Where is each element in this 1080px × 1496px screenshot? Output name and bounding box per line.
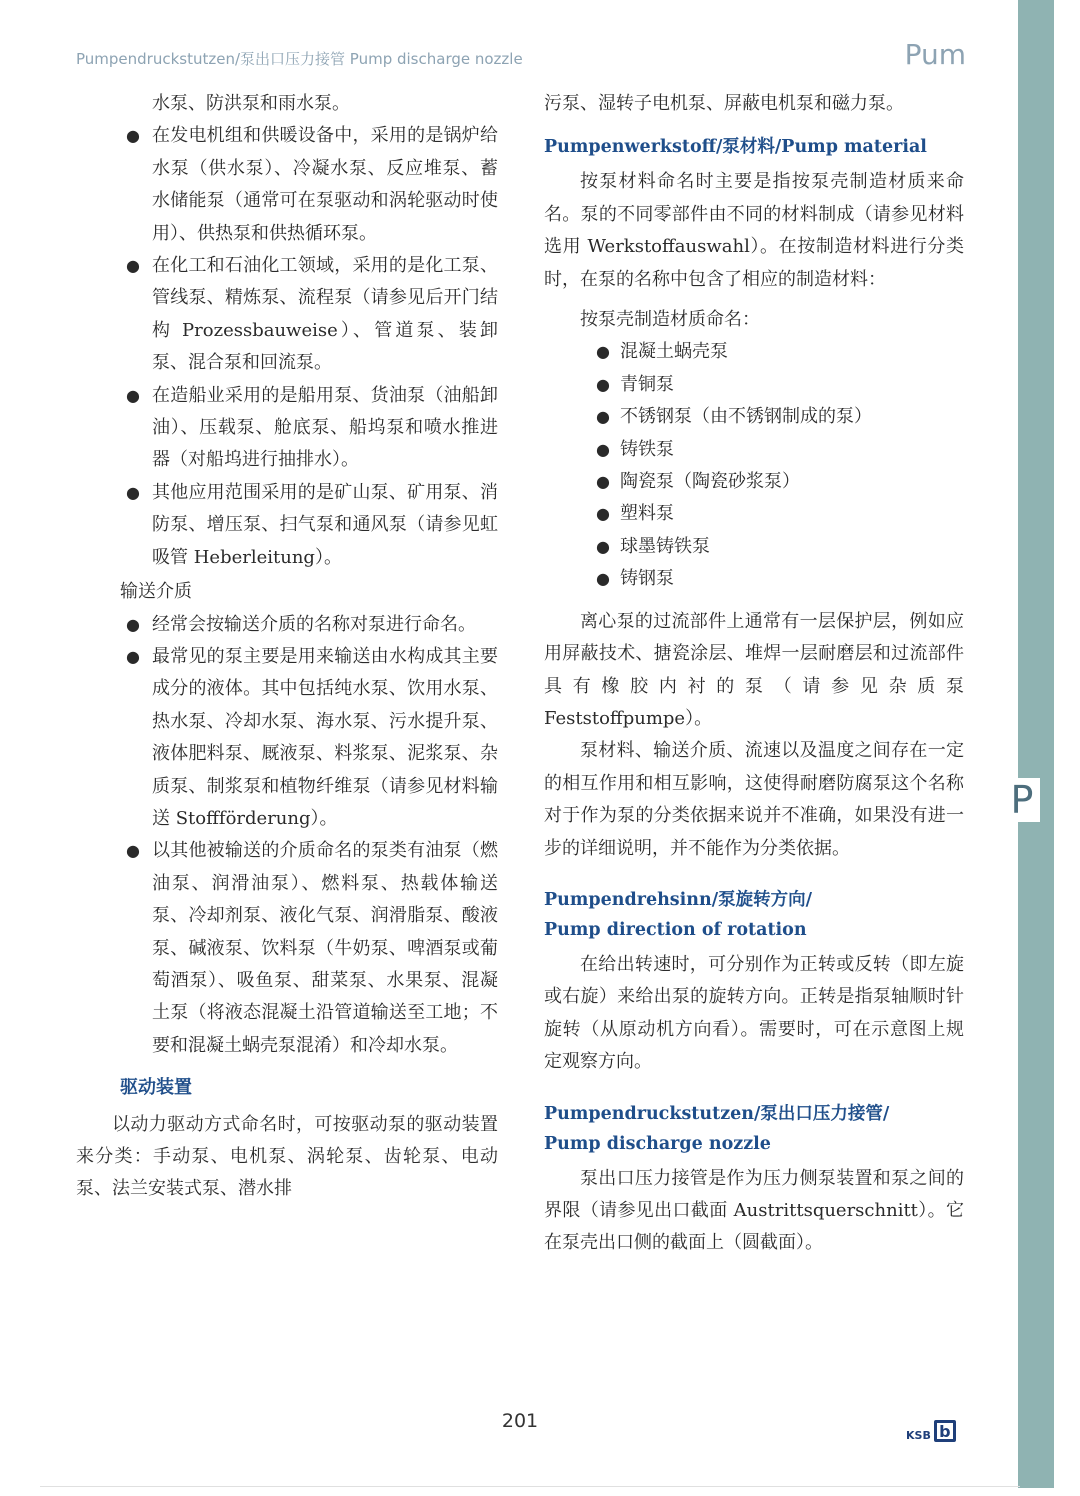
right-column <box>544 88 964 1260</box>
paragraph-rotation: 在给出转速时，可分别作为正转或反转（即左旋或右旋）来给出泵的旋转方向。正转是指泵轴顺时针旋转（从原动机方向看）。需要时，可在示意图上规定观察方向。 <box>544 953 964 1073</box>
list-item: ● 以其他被输送的介质命名的泵类有油泵（燃油泵、润滑油泵）、燃料泵、热载体输送泵、冷却剂泵、液化气泵、润滑脂泵、酸液泵、碱液泵、饮料泵（牛奶泵、啤酒泵或葡萄酒泵）、吸鱼泵、甜菜泵、水果泵、混凝土泵（将液态混凝土沿管道输送至工地；不要和混凝土蜗壳泵混淆）和冷却水泵。 <box>76 835 498 1062</box>
heading-nozzle-en: Pump discharge nozzle <box>544 1133 771 1154</box>
paragraph-continuation: 污泵、湿转子电机泵、屏蔽电机泵和磁力泵。 <box>544 93 904 114</box>
left-column <box>76 88 498 1206</box>
paragraph-material-4: 泵材料、输送介质、流速以及温度之间存在一定的相互作用和相互影响，这使得耐磨防腐泵这个名称对于作为泵的分类依据来说并不准确，如果没有进一步的详细说明，并不能作为分类依据。 <box>544 740 964 859</box>
heading-rotation-de-cn: Pumpendrehsinn/泵旋转方向/ <box>544 889 813 910</box>
list-item: ● 陶瓷泵（陶瓷砂浆泵） <box>544 466 964 498</box>
logo-mark-icon: b <box>934 1420 956 1442</box>
paragraph-material-3: 离心泵的过流部件上通常有一层保护层，例如应用屏蔽技术、搪瓷涂层、堆焊一层耐磨层和过流部件具有橡胶内衬的泵（请参见杂质泵 Feststoffpumpe）。 <box>544 610 964 729</box>
bottom-rule <box>40 1486 1020 1487</box>
paragraph-material-1: 按泵材料命名时主要是指按泵壳制造材质来命名。泵的不同零部件由不同的材料制成（请参见材料选用 Werkstoffauswahl）。在按制造材料进行分类时，在泵的名称中包含了相应的制造材料： <box>544 171 964 290</box>
paragraph-drive: 以动力驱动方式命名时，可按驱动泵的驱动装置来分类：手动泵、电机泵、涡轮泵、齿轮泵、电动泵、法兰安装式泵、潜水排 <box>76 1113 498 1200</box>
section-letter: P <box>1004 778 1040 822</box>
application-list <box>76 120 498 574</box>
bullet-icon: ● <box>596 374 610 394</box>
list-item: ● 铸铁泵 <box>544 434 964 466</box>
paragraph-continuation: 水泵、防洪泵和雨水泵。 <box>152 93 350 114</box>
list-item: ● 塑料泵 <box>544 498 964 530</box>
heading-rotation-en: Pump direction of rotation <box>544 919 807 940</box>
material-list <box>544 336 964 595</box>
list-item: ● 在发电机组和供暖设备中，采用的是锅炉给水泵（供水泵）、冷凝水泵、反应堆泵、蓄水储能泵（通常可在泵驱动和涡轮驱动时使用）、供热泵和供热循环泵。 <box>76 120 498 250</box>
heading-nozzle-de-cn: Pumpendruckstutzen/泵出口压力接管/ <box>544 1103 890 1124</box>
list-item: ● 在化工和石油化工领域，采用的是化工泵、管线泵、精炼泵、流程泵（请参见后开门结构 Prozessbauweise）、管道泵、装卸泵、混合泵和回流泵。 <box>76 250 498 380</box>
list-item: ● 在造船业采用的是船用泵、货油泵（油船卸油）、压载泵、舱底泵、船坞泵和喷水推进器（对船坞进行抽排水）。 <box>76 380 498 477</box>
list-item: ● 铸钢泵 <box>544 563 964 595</box>
bullet-icon: ● <box>596 569 610 589</box>
list-item: ● 混凝土蜗壳泵 <box>544 336 964 368</box>
list-item: ● 球墨铸铁泵 <box>544 531 964 563</box>
ksb-logo <box>906 1416 956 1442</box>
bullet-icon: ● <box>126 482 140 502</box>
running-head: Pumpendruckstutzen/泵出口压力接管 Pump discharge nozzle <box>76 50 523 68</box>
bullet-icon: ● <box>126 841 140 861</box>
bullet-icon: ● <box>126 646 140 666</box>
bullet-icon: ● <box>596 342 610 362</box>
running-title: Pum <box>904 38 966 71</box>
heading-media: 输送介质 <box>120 581 192 603</box>
media-list <box>76 609 498 1063</box>
bullet-icon: ● <box>596 472 610 492</box>
bullet-icon: ● <box>126 126 140 146</box>
list-item: ● 不锈钢泵（由不锈钢制成的泵） <box>544 401 964 433</box>
heading-drive: 驱动装置 <box>120 1077 192 1099</box>
bullet-icon: ● <box>126 385 140 405</box>
list-item: ● 最常见的泵主要是用来输送由水构成其主要成分的液体。其中包括纯水泵、饮用水泵、热水泵、冷却水泵、海水泵、污水提升泵、液体肥料泵、厩液泵、料浆泵、泥浆泵、杂质泵、制浆泵和植物纤维泵（请参见材料输送 Stoffförderung）。 <box>76 641 498 835</box>
paragraph-nozzle: 泵出口压力接管是作为压力侧泵装置和泵之间的界限（请参见出口截面 Austrittsquerschnitt）。它在泵壳出口侧的截面上（圆截面）。 <box>544 1167 964 1254</box>
paragraph-material-2: 按泵壳制造材质命名： <box>580 309 760 331</box>
bullet-icon: ● <box>596 407 610 427</box>
bullet-icon: ● <box>596 504 610 524</box>
list-item: ● 青铜泵 <box>544 369 964 401</box>
list-item: ● 经常会按输送介质的名称对泵进行命名。 <box>76 609 498 641</box>
logo-text: KSB <box>906 1429 931 1442</box>
list-item: ● 其他应用范围采用的是矿山泵、矿用泵、消防泵、增压泵、扫气泵和通风泵（请参见虹吸管 Heberleitung）。 <box>76 477 498 574</box>
heading-pump-material: Pumpenwerkstoff/泵材料/Pump material <box>544 137 927 158</box>
page-number: 201 <box>501 1410 539 1432</box>
bullet-icon: ● <box>596 536 610 556</box>
bullet-icon: ● <box>126 614 140 634</box>
bullet-icon: ● <box>596 439 610 459</box>
section-side-tab <box>1018 0 1054 1488</box>
bullet-icon: ● <box>126 256 140 276</box>
